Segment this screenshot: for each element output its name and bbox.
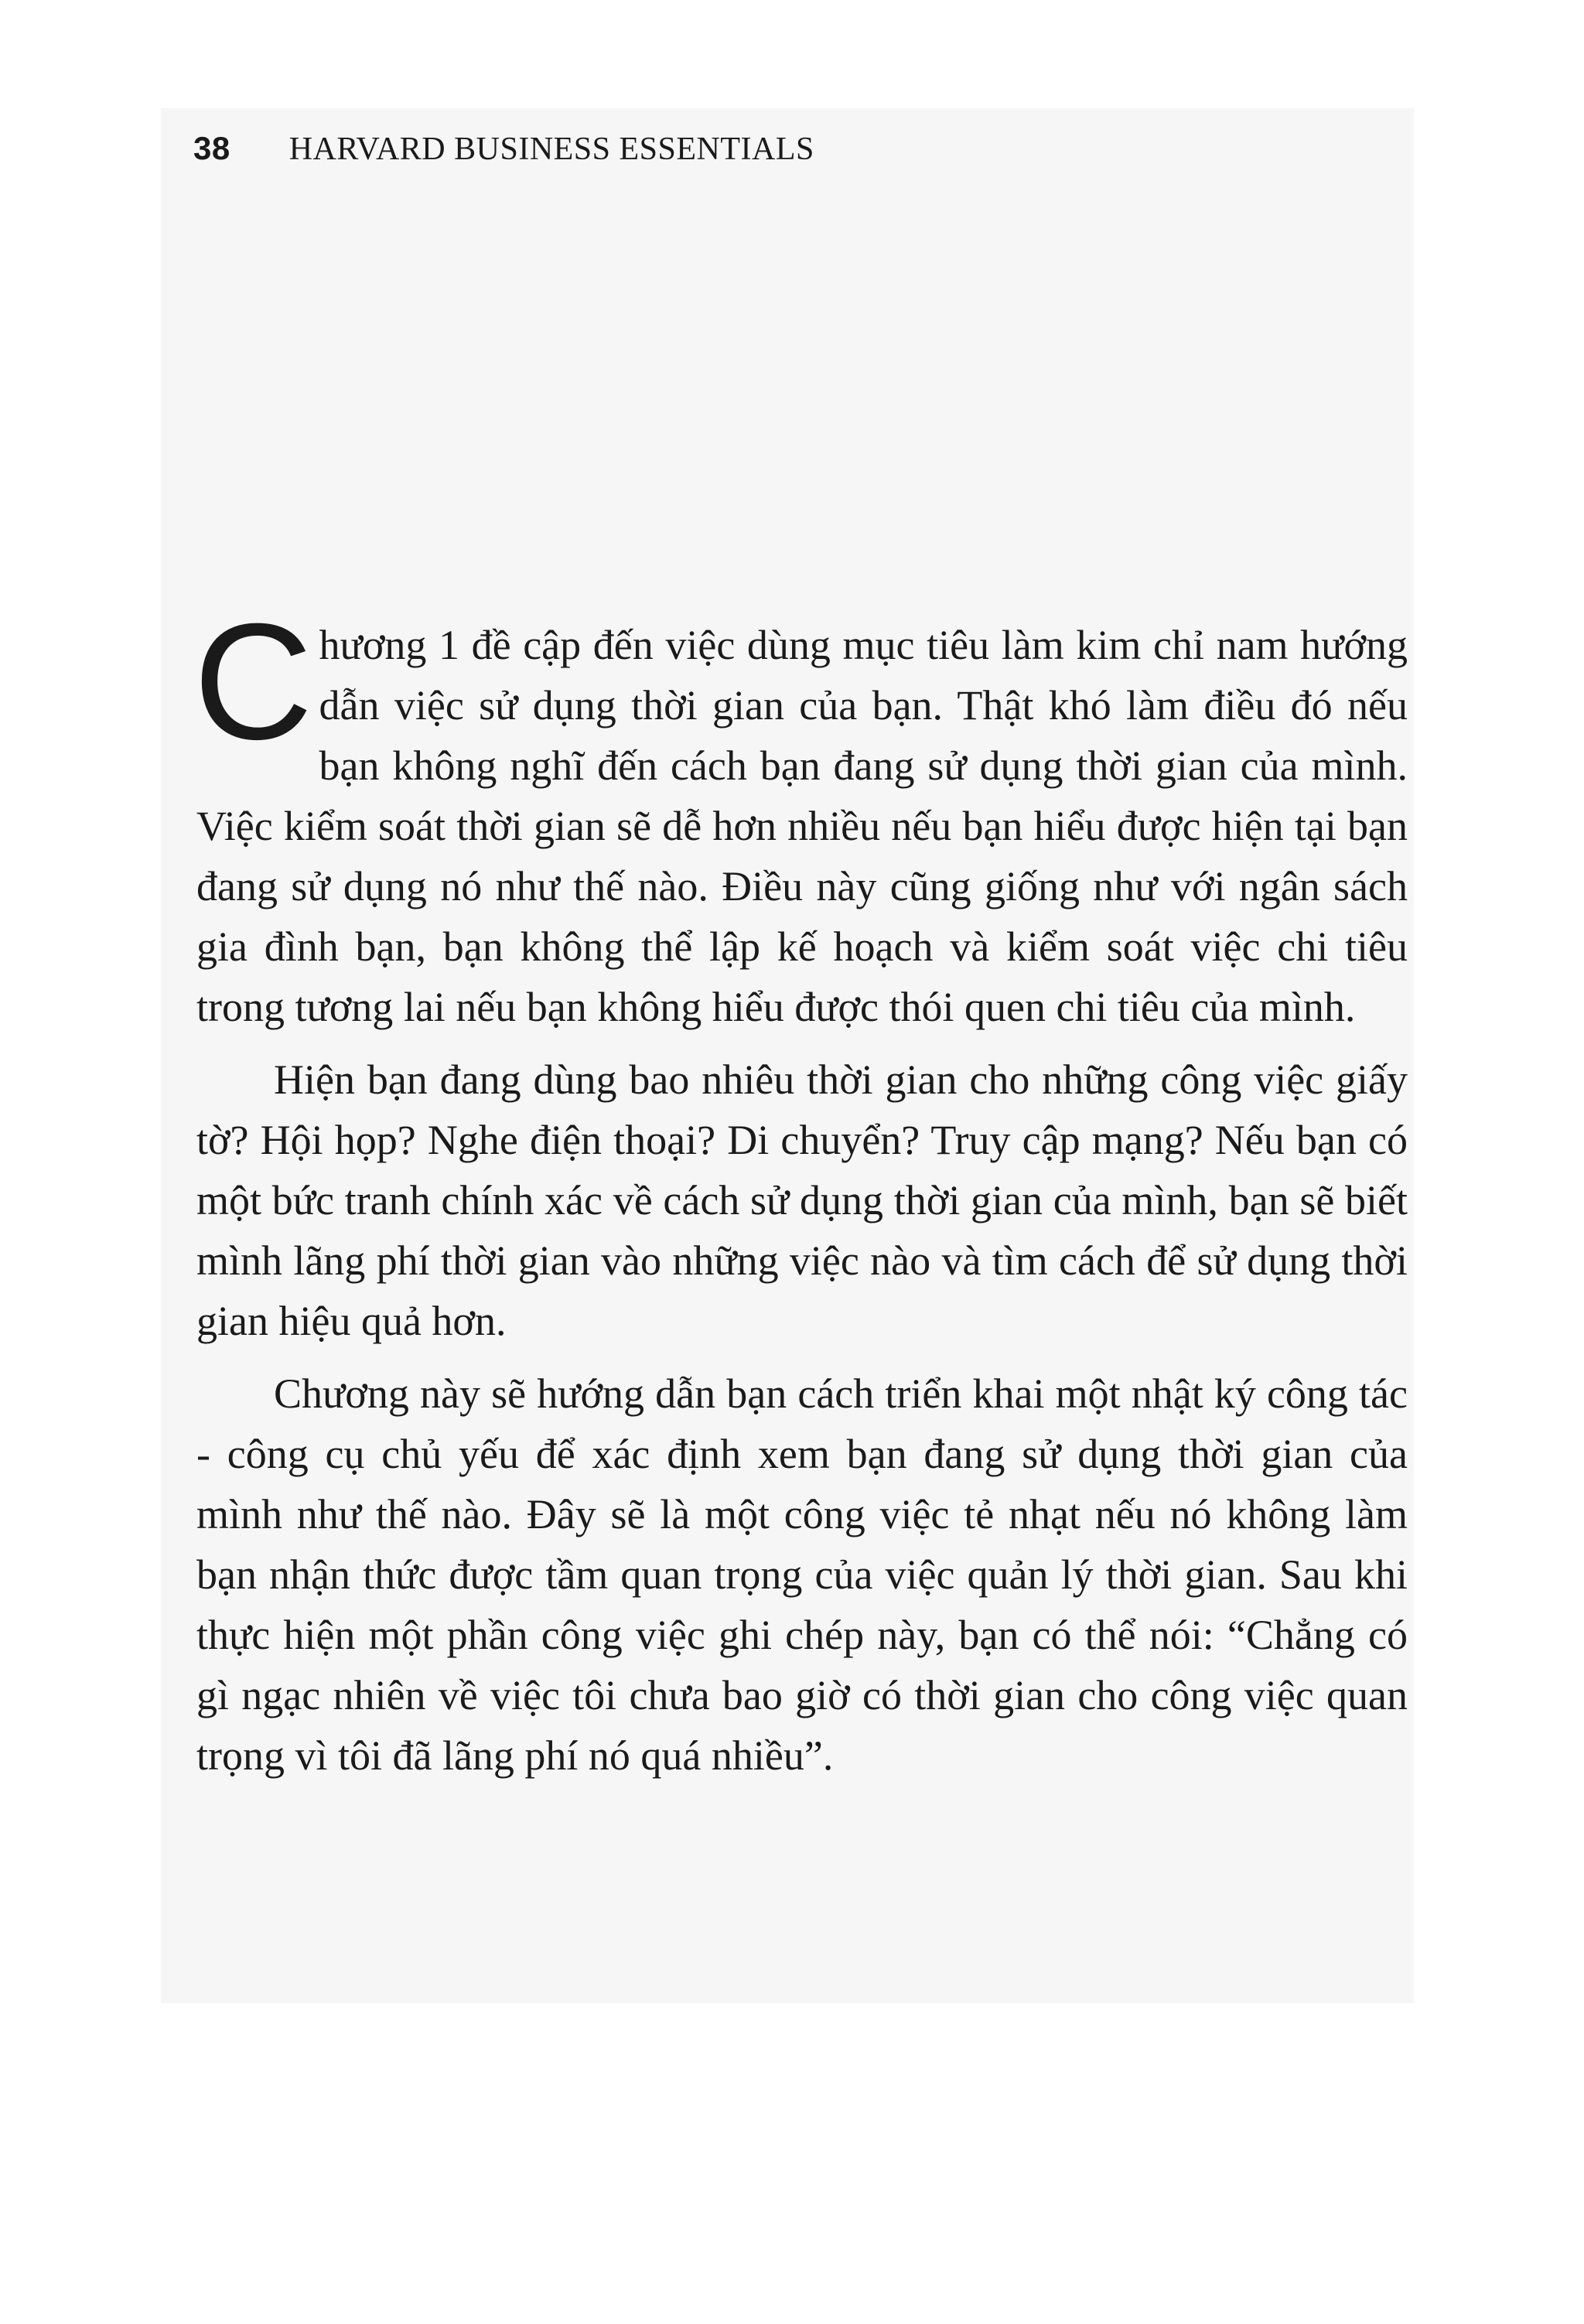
paragraph-1-text: hương 1 đề cập đến việc dùng mục tiêu làm kim chỉ nam hướng dẫn việc sử dụng thời gian của bạn. Thật khó làm điều đó nếu bạn không nghĩ đến cách bạn đang sử dụng thời gian của mình. Việc kiểm soát thời gian sẽ dễ hơn nhiều nếu bạn hiểu được hiện tại bạn đang sử dụng nó như thế nào. Điều này cũng giống như với ngân sách gia đình bạn, bạn không thể lập kế hoạch và kiểm soát việc chi tiêu trong tương lai nếu bạn không hiểu được thói quen chi tiêu của mình. [196,622,1408,1030]
paragraph-2: Hiện bạn đang dùng bao nhiêu thời gian cho những công việc giấy tờ? Hội họp? Nghe điện thoại? Di chuyển? Truy cập mạng? Nếu bạn có một bức tranh chính xác về cách sử dụng thời gian của mình, bạn sẽ biết mình lãng phí thời gian vào những việc nào và tìm cách để sử dụng thời gian hiệu quả hơn. [196,1056,1408,1344]
body-text [193,589,1408,1786]
drop-cap: C [193,589,313,774]
running-header [193,130,814,168]
running-title: HARVARD BUSINESS ESSENTIALS [288,131,814,167]
paragraph-1 [193,589,1408,1037]
page-number: 38 [193,130,230,166]
paragraph-3: Chương này sẽ hướng dẫn bạn cách triển khai một nhật ký công tác - công cụ chủ yếu để xác định xem bạn đang sử dụng thời gian của mình như thế nào. Đây sẽ là một công việc tẻ nhạt nếu nó không làm bạn nhận thức được tầm quan trọng của việc quản lý thời gian. Sau khi thực hiện một phần công việc ghi chép này, bạn có thể nói: “Chẳng có gì ngạc nhiên về việc tôi chưa bao giờ có thời gian cho công việc quan trọng vì tôi đã lãng phí nó quá nhiều”. [196,1370,1408,1779]
